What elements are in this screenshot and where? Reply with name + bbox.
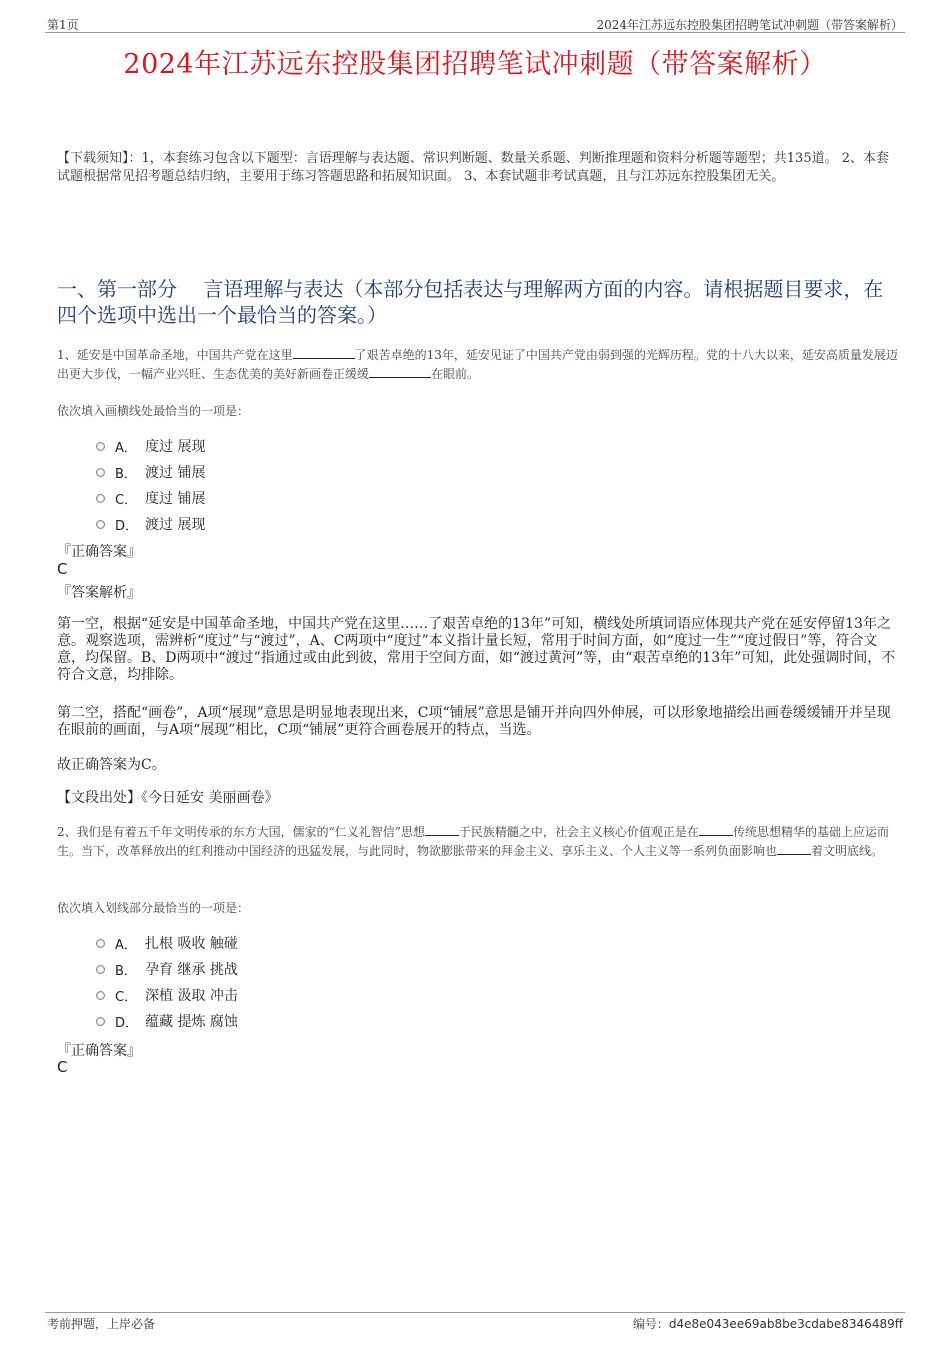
radio-icon[interactable] [96, 468, 105, 477]
radio-icon[interactable] [96, 1017, 105, 1026]
radio-icon[interactable] [96, 965, 105, 974]
blank-line [369, 366, 431, 378]
option-d[interactable]: D． 渡过 展现 [96, 511, 205, 537]
option-c[interactable]: C． 深植 汲取 冲击 [96, 982, 238, 1008]
question-1-options [96, 433, 205, 537]
analysis-conclusion: 故正确答案为C。 [57, 757, 166, 773]
option-b[interactable]: B． 孕育 继承 挑战 [96, 956, 238, 982]
option-b[interactable]: B． 渡过 铺展 [96, 459, 205, 485]
question-1-prompt: 依次填入画横线处最恰当的一项是： [57, 404, 250, 418]
blank-line [425, 824, 459, 836]
footer-slogan: 考前押题，上岸必备 [47, 1317, 156, 1331]
answer-label: 『正确答案』 [57, 1043, 141, 1059]
blank-line [699, 824, 733, 836]
radio-icon[interactable] [96, 991, 105, 1000]
analysis-label: 『答案解析』 [57, 585, 141, 601]
radio-icon[interactable] [96, 520, 105, 529]
document-title: 2024年江苏远东控股集团招聘笔试冲刺题（带答案解析） [123, 49, 827, 80]
question-2-stem: 2、我们是有着五千年文明传承的东方大国，儒家的“仁义礼智信”思想 于民族精髓之中，社会主义核心价值观正是在 传统思想精华的基础上应运而生。当下，改革释放出的红利推动中国经济的迅猛发展，与此同时，物欲膨胀带来的拜金主义、享乐主义、个人主义等一系列负面影响也 着文明底线。 [57, 825, 889, 858]
analysis-paragraph-1: 第一空，根据“延安是中国革命圣地，中国共产党在这里……了艰苦卓绝的13年”可知，横线处所填词语应体现共产党在延安停留13年之意。观察选项，需辨析“度过”与“渡过”，A、C两项中“度过”本义指计量长短，常用于时间方面，如“度过一生”“度过假日”等，符合文意，均保留。B、D两项中“渡过”指通过或由此到彼，常用于空间方面，如“渡过黄河”等，由“艰苦卓绝的13年”可知，此处强调时间，不符合文意，均排除。 [57, 616, 896, 683]
question-1-stem: 1、延安是中国革命圣地，中国共产党在这里 了艰苦卓绝的13年，延安见证了中国共产党由弱到强的光辉历程。党的十八大以来，延安高质量发展迈出更大步伐，一幅产业兴旺、生态优美的美好新画卷正缓缓 在眼前。 [57, 348, 898, 381]
question-2-options [96, 930, 238, 1034]
question-2-prompt: 依次填入划线部分最恰当的一项是： [57, 901, 250, 915]
radio-icon[interactable] [96, 442, 105, 451]
radio-icon[interactable] [96, 939, 105, 948]
blank-line [293, 347, 355, 359]
answer-value: C [57, 1058, 68, 1076]
answer-value: C [57, 560, 68, 578]
page-header [45, 14, 905, 33]
option-a[interactable]: A． 度过 展现 [96, 433, 205, 459]
option-d[interactable]: D． 蕴藏 提炼 腐蚀 [96, 1008, 238, 1034]
option-a[interactable]: A． 扎根 吸收 触碰 [96, 930, 238, 956]
option-c[interactable]: C． 度过 铺展 [96, 485, 205, 511]
radio-icon[interactable] [96, 494, 105, 503]
section-title: 一、第一部分 言语理解与表达（本部分包括表达与理解两方面的内容。请根据题目要求，在四个选项中选出一个最恰当的答案。） [57, 277, 884, 327]
footer-document-id: 编号：d4e8e043ee69ab8be3cdabe8346489ff [632, 1317, 903, 1331]
footer-divider [45, 1312, 905, 1313]
analysis-paragraph-2: 第二空，搭配“画卷”，A项“展现”意思是明显地表现出来，C项“铺展”意思是铺开并向四外伸展，可以形象地描绘出画卷缓缓铺开并呈现在眼前的画面，与A项“展现”相比，C项“铺展”更符合画卷展开的特点，当选。 [57, 705, 891, 738]
download-notice: 【下载须知】：1，本套练习包含以下题型：言语理解与表达题、常识判断题、数量关系题、判断推理题和资料分析题等题型；共135道。 2、本套试题根据常见招考题总结归纳，主要用于练习答题思路和拓展知识面。 3、本套试题非考试真题，且与江苏远东控股集团无关。 [57, 151, 889, 184]
page-number: 第1页 [47, 18, 79, 32]
passage-source: 【文段出处】《今日延安 美丽画卷》 [57, 790, 279, 806]
blank-line [777, 843, 811, 855]
header-doc-title: 2024年江苏远东控股集团招聘笔试冲刺题（带答案解析） [596, 18, 903, 32]
answer-label: 『正确答案』 [57, 544, 141, 560]
